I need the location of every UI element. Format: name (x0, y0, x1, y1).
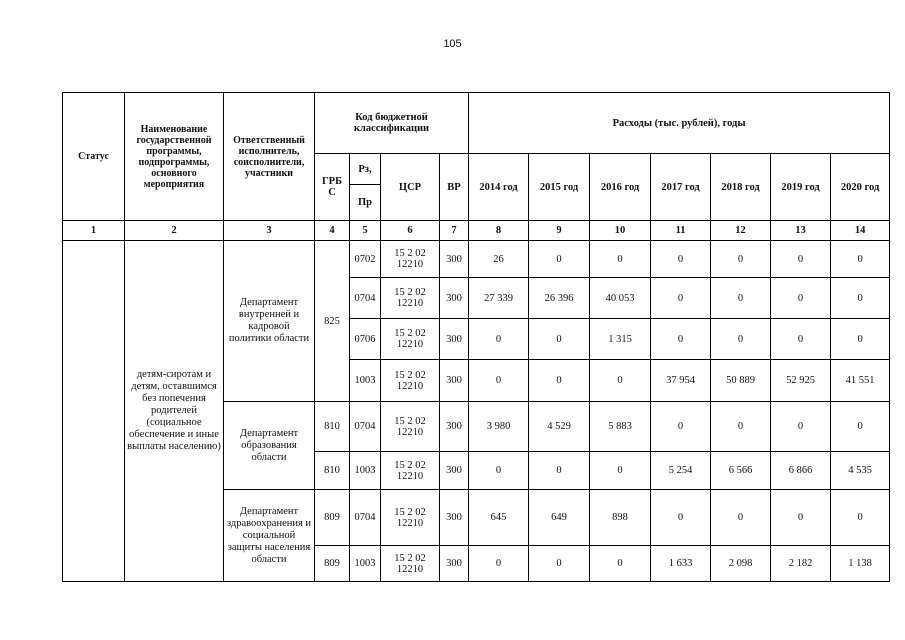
value-cell: 0 (651, 402, 711, 452)
value-cell: 649 (529, 490, 590, 546)
csr-line: 12210 (396, 470, 424, 482)
value-cell: 0 (529, 319, 590, 360)
header-year: 2017 год (651, 154, 711, 221)
header-year: 2018 год (711, 154, 771, 221)
value-cell: 0 (590, 360, 651, 402)
value-cell: 0 (469, 319, 529, 360)
rzpr-cell: 1003 (350, 546, 381, 582)
value-cell: 41 551 (831, 360, 890, 402)
value-cell: 0 (711, 402, 771, 452)
csr-line: 15 2 02 (394, 369, 426, 381)
value-cell: 1 138 (831, 546, 890, 582)
value-cell: 1 315 (590, 319, 651, 360)
column-number: 2 (125, 221, 224, 241)
value-cell: 645 (469, 490, 529, 546)
header-executor: Ответственный исполнитель, соисполнители, участники (224, 93, 315, 221)
page-number: 105 (443, 38, 462, 50)
csr-line: 12210 (396, 380, 424, 392)
column-number: 3 (224, 221, 315, 241)
value-cell: 0 (831, 490, 890, 546)
header-year: 2015 год (529, 154, 590, 221)
column-numbers-row (63, 221, 890, 241)
grbs-cell: 809 (315, 490, 350, 546)
value-cell: 3 980 (469, 402, 529, 452)
value-cell: 0 (529, 360, 590, 402)
value-cell: 2 098 (711, 546, 771, 582)
csr-line: 15 2 02 (394, 459, 426, 471)
header-year: 2020 год (831, 154, 890, 221)
value-cell: 26 (469, 241, 529, 278)
value-cell: 0 (711, 278, 771, 319)
header-expenses: Расходы (тыс. рублей), годы (469, 93, 890, 154)
rzpr-cell: 0704 (350, 278, 381, 319)
value-cell: 0 (711, 490, 771, 546)
csr-cell (381, 546, 440, 582)
vr-cell: 300 (440, 319, 469, 360)
value-cell: 0 (651, 490, 711, 546)
vr-cell: 300 (440, 360, 469, 402)
value-cell: 37 954 (651, 360, 711, 402)
budget-table (62, 92, 890, 582)
header-year: 2016 год (590, 154, 651, 221)
value-cell: 26 396 (529, 278, 590, 319)
rzpr-cell: 1003 (350, 360, 381, 402)
csr-line: 12210 (396, 339, 424, 350)
vr-cell: 300 (440, 490, 469, 546)
value-cell: 0 (469, 452, 529, 490)
value-cell: 0 (831, 319, 890, 360)
grbs-cell: 810 (315, 402, 350, 452)
value-cell: 0 (831, 278, 890, 319)
vr-cell: 300 (440, 402, 469, 452)
column-number: 6 (381, 221, 440, 241)
value-cell: 5 254 (651, 452, 711, 490)
status-cell (63, 241, 125, 582)
rzpr-cell: 0702 (350, 241, 381, 278)
value-cell: 0 (831, 402, 890, 452)
header-rz: Рз, (350, 154, 381, 185)
header-pr: Пр (350, 185, 381, 221)
column-number: 14 (831, 221, 890, 241)
value-cell: 4 535 (831, 452, 890, 490)
value-cell: 2 182 (771, 546, 831, 582)
value-cell: 6 566 (711, 452, 771, 490)
value-cell: 0 (771, 490, 831, 546)
csr-cell (381, 241, 440, 278)
grbs-cell: 809 (315, 546, 350, 582)
value-cell: 898 (590, 490, 651, 546)
column-number: 4 (315, 221, 350, 241)
column-number: 1 (63, 221, 125, 241)
grbs-cell: 825 (315, 241, 350, 402)
value-cell: 0 (590, 546, 651, 582)
rzpr-cell: 0706 (350, 319, 381, 360)
value-cell: 40 053 (590, 278, 651, 319)
value-cell: 4 529 (529, 402, 590, 452)
table-row (63, 241, 890, 278)
csr-line: 15 2 02 (394, 552, 426, 564)
csr-cell (381, 490, 440, 546)
rzpr-cell: 1003 (350, 452, 381, 490)
value-cell: 0 (651, 241, 711, 278)
value-cell: 0 (771, 319, 831, 360)
column-number: 10 (590, 221, 651, 241)
value-cell: 0 (771, 402, 831, 452)
value-cell: 0 (651, 319, 711, 360)
csr-line: 15 2 02 (394, 287, 426, 298)
csr-line: 15 2 02 (394, 328, 426, 339)
value-cell: 0 (590, 452, 651, 490)
header-csr: ЦСР (381, 154, 440, 221)
header-program-name: Наименование государственной программы, подпрограммы, основного мероприятия (125, 93, 224, 221)
rzpr-cell: 0704 (350, 402, 381, 452)
value-cell: 52 925 (771, 360, 831, 402)
csr-line: 15 2 02 (394, 506, 426, 518)
csr-cell (381, 319, 440, 360)
value-cell: 50 889 (711, 360, 771, 402)
column-number: 13 (771, 221, 831, 241)
header-grbs: ГРБ С (315, 154, 350, 221)
column-number: 5 (350, 221, 381, 241)
grbs-cell: 810 (315, 452, 350, 490)
column-number: 11 (651, 221, 711, 241)
column-number: 9 (529, 221, 590, 241)
vr-cell: 300 (440, 452, 469, 490)
value-cell: 0 (529, 241, 590, 278)
csr-cell (381, 402, 440, 452)
header-year: 2014 год (469, 154, 529, 221)
csr-line: 12210 (396, 298, 424, 309)
value-cell: 0 (469, 360, 529, 402)
header-budget-code: Код бюджетной классификации (315, 93, 469, 154)
value-cell: 0 (529, 546, 590, 582)
column-number: 12 (711, 221, 771, 241)
executor-cell: Департамент внутренней и кадровой политики области (224, 241, 315, 402)
csr-cell (381, 360, 440, 402)
vr-cell: 300 (440, 241, 469, 278)
header-year: 2019 год (771, 154, 831, 221)
csr-cell (381, 452, 440, 490)
vr-cell: 300 (440, 546, 469, 582)
csr-line: 12210 (396, 259, 424, 270)
executor-cell: Департамент образования области (224, 402, 315, 490)
value-cell: 0 (711, 241, 771, 278)
value-cell: 0 (590, 241, 651, 278)
value-cell: 0 (771, 241, 831, 278)
csr-cell (381, 278, 440, 319)
rzpr-cell: 0704 (350, 490, 381, 546)
vr-cell: 300 (440, 278, 469, 319)
value-cell: 6 866 (771, 452, 831, 490)
value-cell: 1 633 (651, 546, 711, 582)
program-name-cell: детям-сиротам и детям, оставшимся без попечения родителей (социальное обеспечение и иные выплаты населению) (125, 241, 224, 582)
value-cell: 0 (711, 319, 771, 360)
value-cell: 0 (469, 546, 529, 582)
column-number: 8 (469, 221, 529, 241)
value-cell: 5 883 (590, 402, 651, 452)
csr-line: 15 2 02 (394, 248, 426, 259)
value-cell: 0 (529, 452, 590, 490)
value-cell: 0 (831, 241, 890, 278)
executor-cell: Департамент здравоохранения и социальной защиты населения области (224, 490, 315, 582)
csr-line: 15 2 02 (394, 415, 426, 427)
value-cell: 27 339 (469, 278, 529, 319)
csr-line: 12210 (396, 517, 424, 529)
csr-line: 12210 (396, 426, 424, 438)
csr-line: 12210 (396, 563, 424, 575)
value-cell: 0 (651, 278, 711, 319)
header-status: Статус (63, 93, 125, 221)
column-number: 7 (440, 221, 469, 241)
value-cell: 0 (771, 278, 831, 319)
header-vr: ВР (440, 154, 469, 221)
